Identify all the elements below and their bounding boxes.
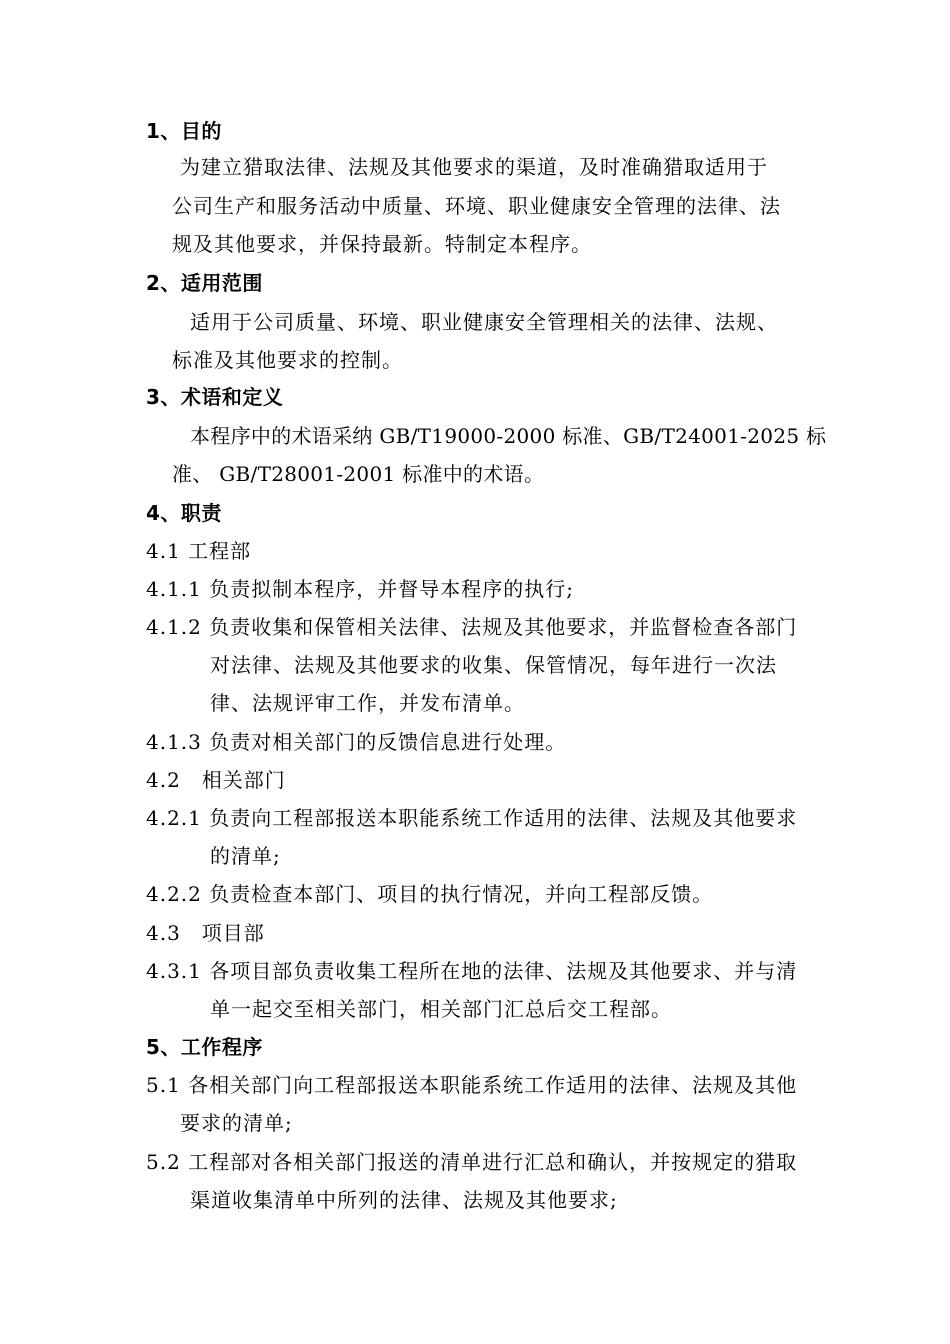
list-item-continuation: 律、法规评审工作，并发布清单。 <box>210 691 525 715</box>
list-item: 4.1.3 负责对相关部门的反馈信息进行处理。 <box>146 730 567 754</box>
list-item: 4.2.2 负责检查本部门、项目的执行情况，并向工程部反馈。 <box>146 882 714 906</box>
list-item: 4.3.1 各项目部负责收集工程所在地的法律、法规及其他要求、并与清 <box>146 959 798 983</box>
paragraph-line: 本程序中的术语采纳 GB/T19000-2000 标准、GB/T24001-2025 标 <box>190 424 827 448</box>
subsection-title: 4.3 项目部 <box>146 921 265 945</box>
list-item-continuation: 单一起交至相关部门，相关部门汇总后交工程部。 <box>210 997 672 1021</box>
section-heading-purpose: 1、目的 <box>146 119 222 143</box>
subsection-title: 4.2 相关部门 <box>146 768 286 792</box>
list-item-continuation: 渠道收集清单中所列的法律、法规及其他要求; <box>190 1188 618 1212</box>
paragraph-line: 公司生产和服务活动中质量、环境、职业健康安全管理的法律、法 <box>172 194 781 218</box>
section-heading-scope: 2、适用范围 <box>146 271 263 295</box>
list-item: 4.1.2 负责收集和保管相关法律、法规及其他要求，并监督检查各部门 <box>146 615 798 639</box>
paragraph-line: 准、 GB/T28001-2001 标准中的术语。 <box>172 462 545 486</box>
list-item-continuation: 对法律、法规及其他要求的收集、保管情况，每年进行一次法 <box>210 653 777 677</box>
paragraph-line: 适用于公司质量、环境、职业健康安全管理相关的法律、法规、 <box>190 310 778 334</box>
list-item: 4.2.1 负责向工程部报送本职能系统工作适用的法律、法规及其他要求 <box>146 806 798 830</box>
paragraph-line: 标准及其他要求的控制。 <box>172 348 403 372</box>
subsection-title: 4.1 工程部 <box>146 539 252 563</box>
section-heading-responsibilities: 4、职责 <box>146 501 222 525</box>
paragraph-line: 规及其他要求，并保持最新。特制定本程序。 <box>172 232 592 256</box>
list-item-continuation: 的清单; <box>210 844 281 868</box>
list-item: 5.2 工程部对各相关部门报送的清单进行汇总和确认，并按规定的猎取 <box>146 1150 798 1174</box>
list-item: 4.1.1 负责拟制本程序，并督导本程序的执行; <box>146 577 574 601</box>
section-heading-procedure: 5、工作程序 <box>146 1035 263 1059</box>
section-heading-terms: 3、术语和定义 <box>146 385 284 409</box>
paragraph-line: 为建立猎取法律、法规及其他要求的渠道，及时准确猎取适用于 <box>180 155 768 179</box>
list-item: 5.1 各相关部门向工程部报送本职能系统工作适用的法律、法规及其他 <box>146 1073 798 1097</box>
list-item-continuation: 要求的清单; <box>180 1111 293 1135</box>
